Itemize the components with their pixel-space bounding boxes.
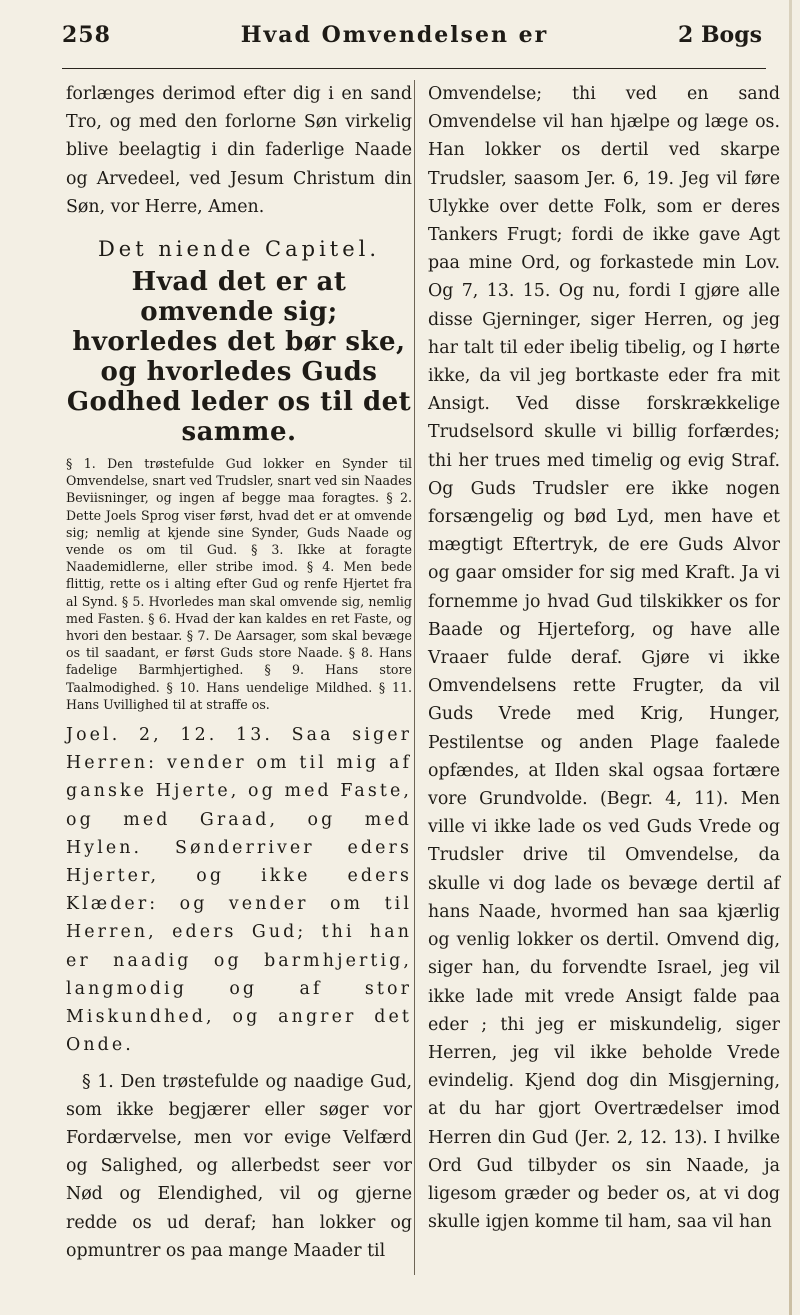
chapter-heading: Hvad det er at omvende sig; hvorledes det bør ske, og hvorledes Guds Godhed leder os til det samme. (66, 267, 412, 448)
page-number: 258 (62, 22, 111, 48)
column-divider (414, 80, 415, 1275)
right-column-text: Omvendelse; thi ved en sand Omvendelse vil han hjælpe og læge os. Han lokker os dertil ved skarpe Trudsler, saasom Jer. 6, 19. Jeg vil føre Ulykke over dette Folk, som er deres Tankers Frugt; fordi de ikke gave Agt paa mine Ord, og forkastede min Lov. Og 7, 13. 15. Og nu, fordi I gjøre alle disse Gjerninger, siger Herren, og jeg har talt til eder ibelig tibelig, og I hørte ikke, da vil jeg bortkaste eder fra mit Ansigt. Ved disse forskrækkelige Trudselsord skulle vi billig forfærdes; thi her trues med timelig og evig Straf. Og Guds Trudsler ere ikke nogen forsængelig og bød Lyd, men have et mægtigt Eftertryk, de ere Guds Alvor og gaar omsider for sig med Kraft. Ja vi fornemme jo hvad Gud tilskikker os for Baade og Hjerteforg, og have alle Vraaer fulde deraf. Gjøre vi ikke Omvendelsens rette Frugter, da vil Guds Vrede med Krig, Hunger, Pestilentse og anden Plage faalede opfændes, at Ilden skal ogsaa fortære vore Grundvolde. (Begr. 4, 11). Men ville vi ikke lade os ved Guds Vrede og Trudsler drive til Omvendelse, da skulle vi dog lade os bevæge dertil af hans Naade, hvormed han saa kjærlig og venlig lokker os dertil. Omvend dig, siger han, du forvendte Israel, jeg vil ikke lade mit vrede Ansigt falde paa eder ; thi jeg er miskundelig, siger Herren, jeg vil ikke beholde Vrede evindelig. Kjend dog din Misgjerning, at du har gjort Overtrædelser imod Herren din Gud (Jer. 2, 12. 13). I hvilke Ord Gud tilbyder os sin Naade, ja ligesom græder og beder os, at vi dog skulle igjen komme til ham, saa vil han (428, 84, 780, 1233)
header-rule (62, 68, 766, 69)
signature-mark: 2 Bogs (677, 22, 762, 48)
scripture-verse: Joel. 2, 12. 13. Saa siger Herren: vender om til mig af ganske Hjerte, og med Faste, og med Graad, og med Hylen. Sønderriver eders Hjerter, og ikke eders Klæder: og vender om til Herren, eders Gud; thi han er naadig og barmhjertig, langmodig og af stor Miskundhed, og angrer det Onde. (66, 725, 412, 1056)
left-opening-text: forlænges derimod efter dig i en sand Tro, og med den forlorne Søn virkelig blive beelagtig i din faderlige Naade og Arvedeel, ved Jesum Christum din Søn, vor Herre, Amen. (66, 84, 412, 217)
section-one-paragraph: § 1. Den trøstefulde og naadige Gud, som ikke begjærer eller søger vor Fordærvelse, men vor evige Velfærd og Salighed, og allerbedst seer vor Nød og Elendighed, vil og gjerne redde os ud deraf; han lokker og opmuntrer os paa mange Maader til (66, 1071, 412, 1261)
chapter-summary: § 1. Den trøstefulde Gud lokker en Synder til Omvendelse, snart ved Trudsler, snart ved sin Naades Beviisninger, og ingen af begge maa foragtes. § 2. Dette Joels Sprog viser først, hvad det er at omvende sig; nemlig at kjende sine Synder, Guds Naade og vende os om til Gud. § 3. Ikke at foragte Naademidlerne, eller stribe imod. § 4. Men bede flittig, rette os i alting efter Gud og renfe Hjertet fra al Synd. § 5. Hvorledes man skal omvende sig, nemlig med Fasten. § 6. Hvad der kan kaldes en ret Faste, og hvori den bestaar. § 7. De Aarsager, som skal bevæge os til saadant, er først Guds store Naade. § 8. Hans fadelige Barmhjertighed. § 9. Hans store Taalmodighed. § 10. Hans uendelige Mildhed. § 11. Hans Uvillighed til at straffe os. (66, 456, 412, 712)
left-column (66, 80, 412, 1265)
running-title: Hvad Omvendelsen er (240, 22, 549, 48)
page-edge (789, 0, 792, 1315)
page-header (62, 22, 762, 62)
right-column (428, 80, 780, 1236)
chapter-label: Det niende Capitel. (97, 237, 381, 262)
